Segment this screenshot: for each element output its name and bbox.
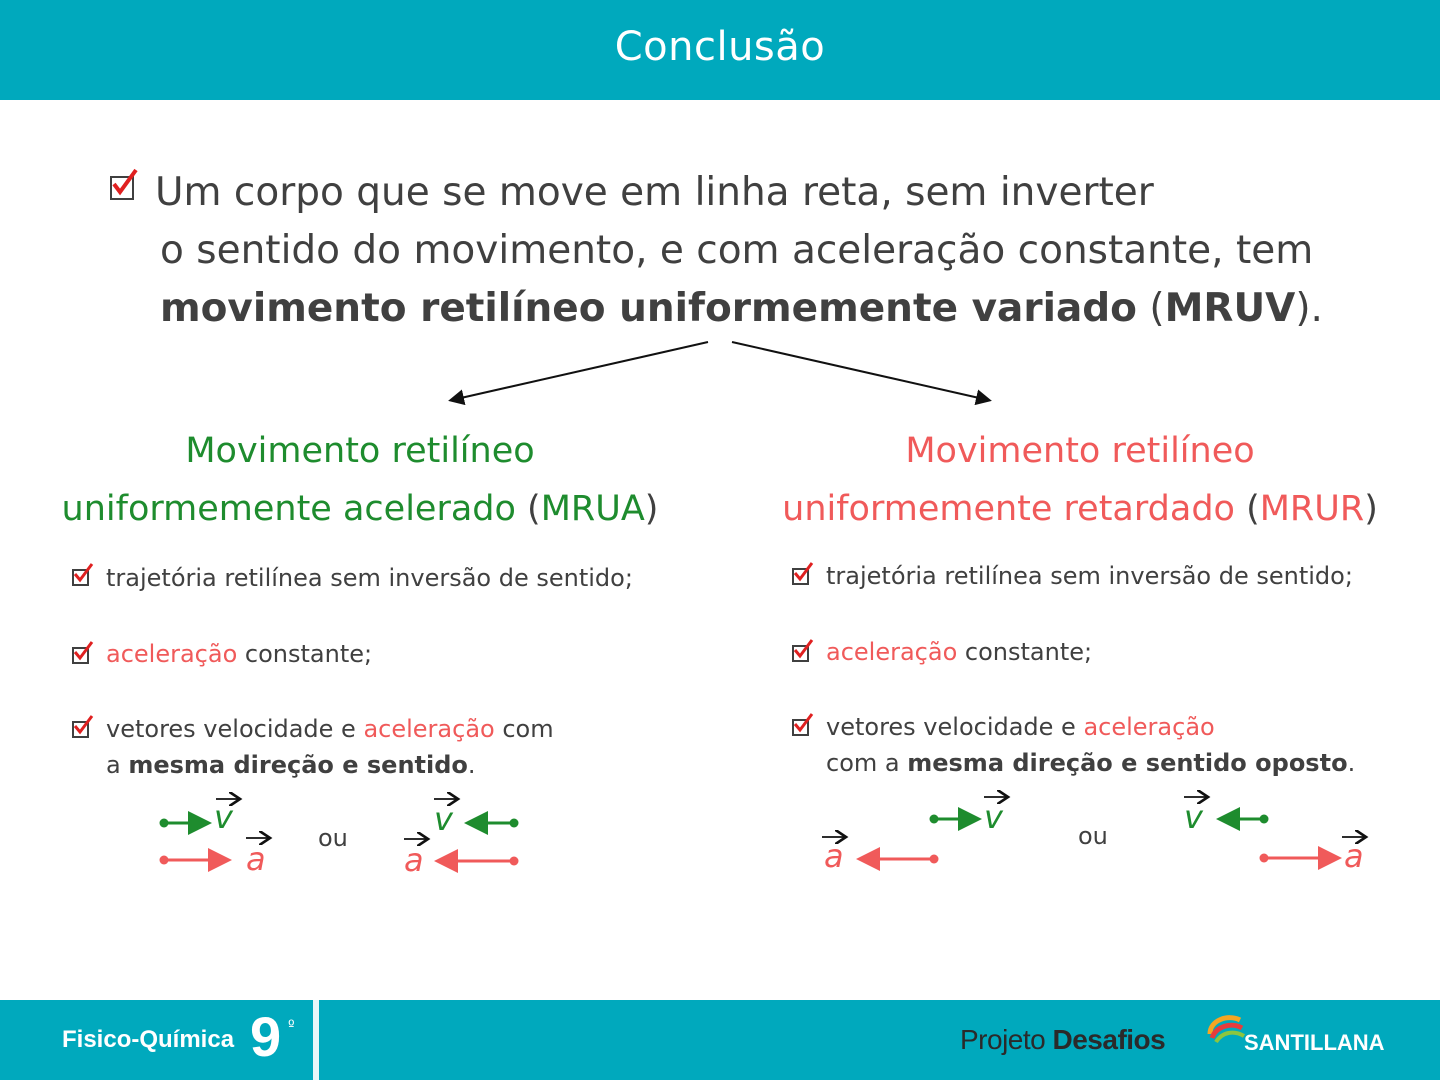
mrur-title	[750, 422, 1410, 538]
mrua-vectors-end: .	[467, 751, 476, 779]
mrur-vectors-text: vetores velocidade e	[826, 713, 1084, 741]
mrur-title-term: uniformemente retardado	[782, 489, 1235, 529]
mrua-or-label: ou	[318, 824, 348, 852]
mrur-diagram-1	[822, 797, 1008, 864]
subject-label: Fisico-Química	[62, 1026, 235, 1053]
mrur-paren-close: )	[1364, 489, 1378, 529]
mrur-title-line-2	[750, 480, 1410, 538]
mrua-vectors-a: a	[106, 751, 129, 779]
mrur-constant-word: constante;	[957, 638, 1093, 666]
mrua-constant-word: constante;	[237, 640, 373, 668]
slide-title: Conclusão	[614, 24, 826, 70]
publisher-logo-icon	[1206, 1012, 1246, 1046]
mrua-title	[30, 422, 690, 538]
project-logo	[960, 1024, 1165, 1056]
checkbox-icon	[72, 564, 94, 586]
mrua-title-term: uniformemente acelerado	[61, 489, 516, 529]
mrua-a-label-2: a	[404, 841, 424, 879]
mrur-item-acceleration	[826, 634, 1092, 670]
mrur-item-trajectory: trajetória retilínea sem inversão de sentido;	[826, 562, 1353, 590]
branch-arrows	[0, 0, 1440, 420]
checkbox-icon	[72, 642, 94, 664]
intro-bold-term: movimento retilíneo uniformemente variado	[160, 286, 1137, 331]
mrur-title-line-1: Movimento retilíneo	[905, 431, 1255, 471]
mrua-title-line-1: Movimento retilíneo	[185, 431, 535, 471]
checkbox-icon	[792, 714, 814, 736]
mrua-v-label-1: v	[214, 798, 233, 836]
mrua-a-label-1: a	[246, 840, 266, 878]
checkbox-icon	[72, 716, 94, 738]
mrua-vectors-with: com	[494, 715, 554, 743]
project-logo-name: Desafios	[1052, 1024, 1166, 1055]
project-logo-prefix: Projeto	[960, 1024, 1053, 1055]
mrur-or-label: ou	[1078, 822, 1108, 850]
mrur-abbr: MRUR	[1259, 489, 1365, 529]
intro-paren-open: (	[1136, 286, 1165, 331]
intro-abbr: MRUV	[1164, 286, 1296, 331]
mrua-vectors-text: vetores velocidade e	[106, 715, 364, 743]
mrua-item-acceleration	[106, 636, 372, 672]
mrua-item-vectors	[106, 711, 554, 783]
mrur-vectors-with-a: com a	[826, 749, 908, 777]
mrua-paren-open: (	[515, 489, 541, 529]
mrur-vectors-accent: aceleração	[1083, 713, 1215, 741]
mrua-vectors-bold: mesma direção e sentido	[128, 751, 468, 779]
mrur-acceleration-word: aceleração	[826, 638, 958, 666]
mrur-a-label-2: a	[1344, 837, 1364, 875]
intro-line-1: Um corpo que se move em linha reta, sem inverter	[155, 170, 1154, 215]
mrur-v-label-2: v	[1184, 798, 1203, 836]
intro-line-2: o sentido do movimento, e com aceleração constante, tem	[160, 228, 1314, 273]
mrua-acceleration-word: aceleração	[106, 640, 238, 668]
grade-superscript: º	[288, 1018, 295, 1034]
mrua-title-line-2	[30, 480, 690, 538]
grade-number: 9	[250, 1005, 282, 1068]
mrua-abbr: MRUA	[540, 489, 645, 529]
checkbox-icon	[792, 563, 814, 585]
mrua-paren-close: )	[644, 489, 659, 529]
mrur-a-label-1: a	[824, 837, 844, 875]
mrur-v-label-1: v	[984, 798, 1003, 836]
mrur-vectors-end: .	[1347, 749, 1356, 777]
mrur-diagram-2	[1184, 797, 1366, 863]
mrua-item-trajectory: trajetória retilínea sem inversão de sentido;	[106, 564, 633, 592]
mrua-v-label-2: v	[434, 800, 453, 838]
mrua-vectors-accent: aceleração	[363, 715, 495, 743]
mrur-vectors-bold: mesma direção e sentido oposto	[907, 749, 1348, 777]
mrur-paren-open: (	[1234, 489, 1260, 529]
checkbox-icon	[792, 640, 814, 662]
footer-divider	[313, 1000, 319, 1080]
publisher-logo: SANTILLANA	[1244, 1030, 1385, 1055]
intro-paren-close: ).	[1295, 286, 1323, 331]
mrur-item-vectors	[826, 709, 1355, 781]
